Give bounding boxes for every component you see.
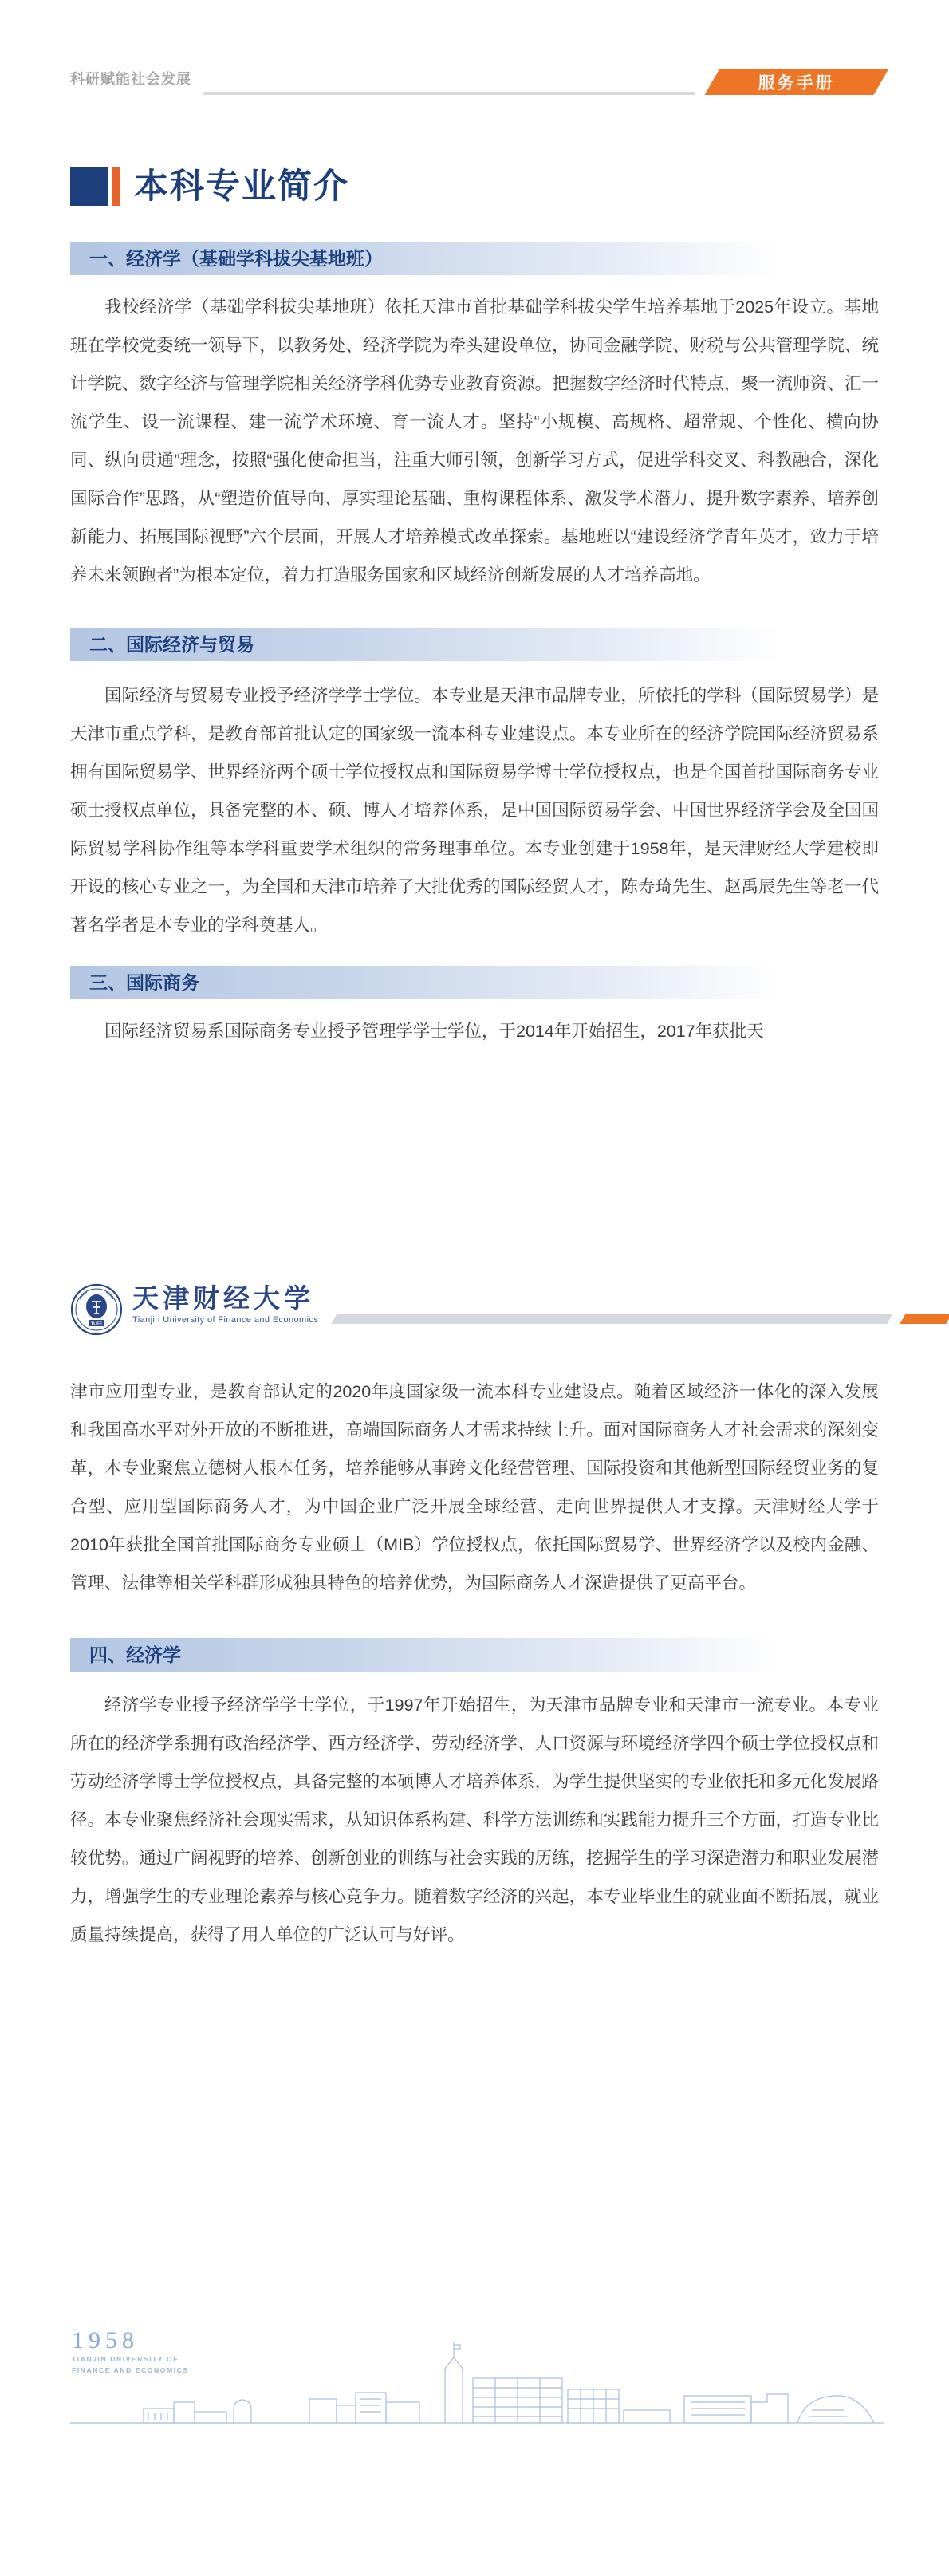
header-divider-line — [203, 92, 695, 95]
divider-bar-gray — [331, 1314, 892, 1324]
campus-skyline-illustration — [70, 2322, 884, 2428]
header-running-title: 科研赋能社会发展 — [70, 71, 191, 87]
section-heading-text: 三、国际商务 — [89, 972, 199, 993]
university-emblem-icon — [70, 1283, 123, 1336]
service-handbook-badge — [704, 69, 888, 95]
svg-text:TUFE: TUFE — [90, 1321, 103, 1327]
section-body-international-economics-trade: 国际经济与贸易专业授予经济学学士学位。本专业是天津市品牌专业，所依托的学科（国际贸易学）是天津市重点学科，是教育部首批认定的国家级一流本科专业建设点。本专业所在的经济学院国际经济贸易系拥有国际贸易学、世界经济两个硕士学位授权点和国际贸易学博士学位授权点，也是全国首批国际商务专业硕士授权点单位，具备完整的本、硕、博人才培养体系，是中国国际贸易学会、中国世界经济学会及全国国际贸易学科协作组等本学科重要学术组织的常务理事单位。本专业创建于1958年，是天津财经大学建校即开设的核心专业之一，为全国和天津市培养了大批优秀的国际经贸人才，陈寿琦先生、赵禹辰先生等老一代著名学者是本专业的学科奠基人。 — [70, 686, 879, 935]
footer-caption-line1: TIANJIN UNIVERSITY OF — [72, 2355, 179, 2363]
section-body-economics-base-class: 我校经济学（基础学科拔尖基地班）依托天津市首批基础学科拔尖学生培养基地于2025年设立。基地班在学校党委统一领导下，以教务处、经济学院为牵头建设单位，协同金融学院、财税与公共管理学院、统计学院、数字经济与管理学院相关经济学科优势专业教育资源。把握数字经济时代特点，聚一流师资、汇一流学生、设一流课程、建一流学术环境、育一流人才。坚持“小规模、高规格、超常规、个性化、横向协同、纵向贯通”理念，按照“强化使命担当，注重大师引领，创新学习方式，促进学科交叉、科教融合，深化国际合作”思路，从“塑造价值导向、厚实理论基础、重构课程体系、激发学术潜力、提升数字素养、培养创新能力、拓展国际视野”六个层面，开展人才培养模式改革探索。基地班以“建设经济学青年英才，致力于培养未来领跑者”为根本定位，着力打造服务国家和区域经济创新发展的人才培养高地。 — [70, 297, 879, 585]
founding-year-block — [72, 2329, 189, 2375]
university-logo-row — [70, 1283, 949, 1336]
section-body-economics: 经济学专业授予经济学学士学位，于1997年开始招生，为天津市品牌专业和天津市一流专业。本专业所在的经济学系拥有政治经济学、西方经济学、劳动经济学、人口资源与环境经济学四个硕士学位授权点和劳动经济学博士学位授权点，具备完整的本硕博人才培养体系，为学生提供坚实的专业依托和多元化发展路径。本专业聚焦经济社会现实需求，从知识体系构建、科学方法训练和实践能力提升三个方面，打造专业比较优势。通过广阔视野的培养、创新创业的训练与社会实践的历练，挖掘学生的学习深造潜力和职业发展潜力，增强学生的专业理论素养与核心竞争力。随着数字经济的兴起，本专业毕业生的就业面不断拓展，就业质量持续提高，获得了用人单位的广泛认可与好评。 — [70, 1696, 879, 1944]
section-heading-international-business — [70, 966, 879, 999]
university-name-en: Tianjin University of Finance and Economics — [132, 1315, 319, 1325]
founding-year: 1958 — [72, 2327, 139, 2353]
section-heading-text: 四、经济学 — [89, 1644, 181, 1665]
section-heading-text: 一、经济学（基础学科拔尖基地班） — [89, 248, 383, 269]
page-header — [70, 67, 881, 95]
section-body-international-business-part2: 津市应用型专业，是教育部认定的2020年度国家级一流本科专业建设点。随着区域经济一体化的深入发展和我国高水平对外开放的不断推进，高端国际商务人才需求持续上升。面对国际商务人才社会需求的深刻变革，本专业聚焦立德树人根本任务，培养能够从事跨文化经营管理、国际投资和其他新型国际经贸业务的复合型、应用型国际商务人才，为中国企业广泛开展全球经营、走向世界提供人才支撑。天津财经大学于2010年获批全国首批国际商务专业硕士（MIB）学位授权点，依托国际贸易学、世界经济学以及校内金融、管理、法律等相关学科群形成独具特色的培养优势，为国际商务人才深造提供了更高平台。 — [70, 1382, 879, 1593]
university-name-cn: 天津财经大学 — [132, 1283, 314, 1313]
section-heading-text: 二、国际经济与贸易 — [89, 634, 254, 655]
divider-bar-orange — [900, 1314, 949, 1324]
section-heading-economics — [70, 1638, 879, 1672]
title-accent-bar — [112, 167, 120, 206]
page-footer — [70, 2322, 884, 2428]
section-body-international-business-part1: 国际经济贸易系国际商务专业授予管理学学士学位，于2014年开始招生，2017年获批天 — [104, 1022, 764, 1041]
footer-caption-line2: FINANCE AND ECONOMICS — [72, 2366, 189, 2374]
page-title-block — [70, 167, 349, 206]
section-heading-international-economics-trade — [70, 628, 879, 661]
section-heading-economics-base-class — [70, 242, 879, 275]
university-name-block — [132, 1283, 318, 1325]
page-title: 本科专业简介 — [134, 167, 349, 206]
title-square-decoration — [70, 167, 108, 206]
page-content — [70, 242, 879, 1954]
badge-label: 服务手册 — [758, 73, 835, 93]
